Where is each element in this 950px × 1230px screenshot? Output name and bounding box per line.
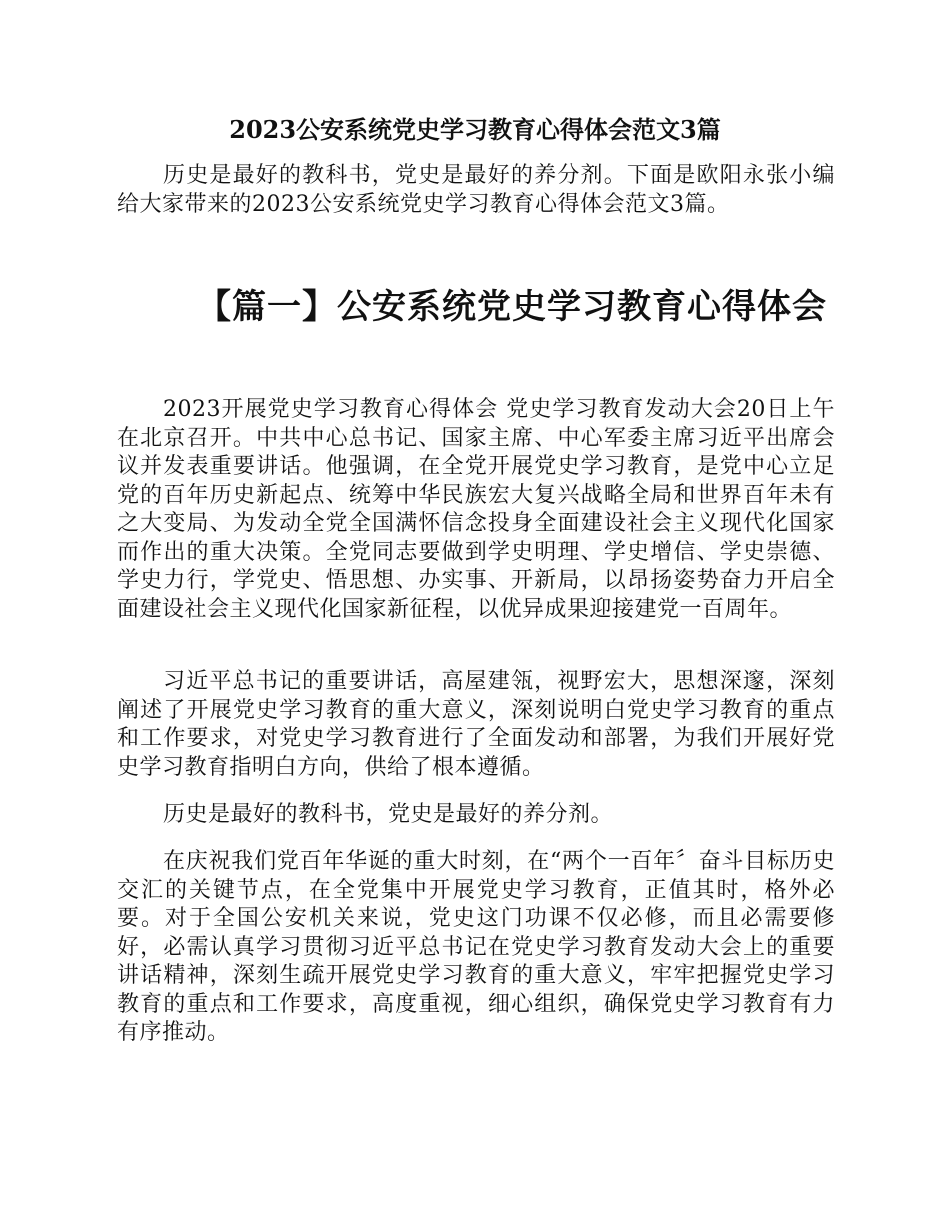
document-title: 2023公安系统党史学习教育心得体会范文3篇 bbox=[229, 115, 721, 144]
body-paragraph-1: 2023开展党史学习教育心得体会 党史学习教育发动大会20日上午在北京召开。中共中心总书记、国家主席、中心军委主席习近平出席会议并发表重要讲话。他强调，在全党开展党史学习教育，是党中心立足党的百年历史新起点、统筹中华民族宏大复兴战略全局和世界百年未有之大变局、为发动全党全国满怀信念投身全面建设社会主义现代化国家而作出的重大决策。全党同志要做到学史明理、学史增信、学史崇德、学史力行，学党史、悟思想、办实事、开新局，以昂扬姿势奋力开启全面建设社会主义现代化国家新征程，以优异成果迎接建党一百周年。 bbox=[117, 397, 835, 622]
intro-paragraph: 历史是最好的教科书，党史是最好的养分剂。下面是欧阳永张小编给大家带来的2023公安系统党史学习教育心得体会范文3篇。 bbox=[117, 163, 835, 217]
body-paragraph-3: 历史是最好的教科书，党史是最好的养分剂。 bbox=[163, 802, 614, 827]
body-paragraph-2: 习近平总书记的重要讲话，高屋建瓴，视野宏大，思想深邃，深刻阐述了开展党史学习教育的重大意义，深刻说明白党史学习教育的重点和工作要求，对党史学习教育进行了全面发动和部署，为我们开展好党史学习教育指明白方向，供给了根本遵循。 bbox=[117, 669, 835, 780]
section-heading: 【篇一】公安系统党史学习教育心得体会 bbox=[197, 287, 827, 327]
body-paragraph-4: 在庆祝我们党百年华诞的重大时刻，在“两个一百年〞奋斗目标历史交汇的关键节点，在全党集中开展党史学习教育，正值其时，格外必要。对于全国公安机关来说，党史这门功课不仅必修，而且必需要修好，必需认真学习贯彻习近平总书记在党史学习教育发动大会上的重要讲话精神，深刻生疏开展党史学习教育的重大意义，牢牢把握党史学习教育的重点和工作要求，高度重视，细心组织，确保党史学习教育有力有序推动。 bbox=[117, 849, 835, 1045]
